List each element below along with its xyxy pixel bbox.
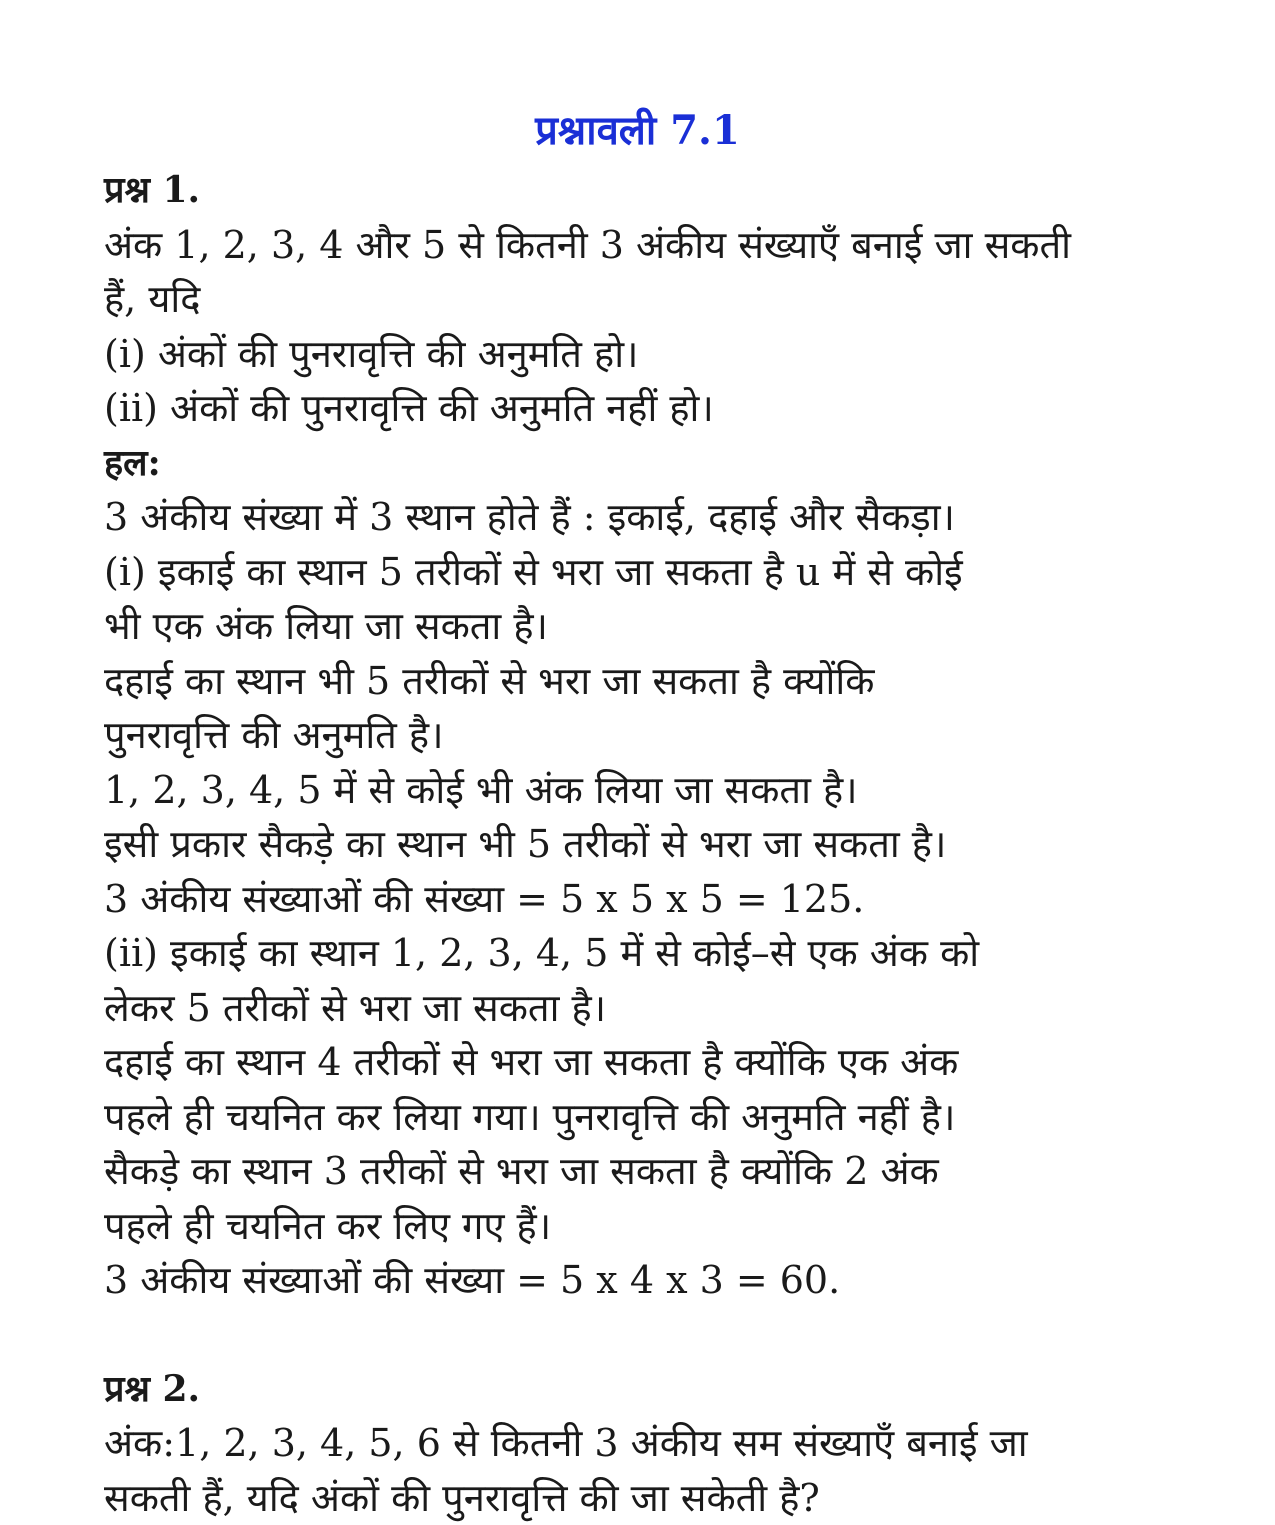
solution-line: पहले ही चयनित कर लिए गए हैं। (104, 1199, 1194, 1254)
solution-line: दहाई का स्थान भी 5 तरीकों से भरा जा सकता है क्योंकि (104, 654, 1194, 709)
solution-result-ii: 3 अंकीय संख्याओं की संख्या = 5 x 4 x 3 = 60. (104, 1253, 1194, 1308)
question-2-text-line: अंक:1, 2, 3, 4, 5, 6 से कितनी 3 अंकीय सम संख्याएँ बनाई जा (104, 1416, 1194, 1471)
solution-line: पहले ही चयनित कर लिया गया। पुनरावृत्ति की अनुमति नहीं है। (104, 1090, 1194, 1145)
solution-result-i: 3 अंकीय संख्याओं की संख्या = 5 x 5 x 5 = 125. (104, 872, 1194, 927)
solution-line: (i) इकाई का स्थान 5 तरीकों से भरा जा सकता है u में से कोई (104, 545, 1194, 600)
question-1-text-line: अंक 1, 2, 3, 4 और 5 से कितनी 3 अंकीय संख्याएँ बनाई जा सकती (104, 218, 1194, 273)
solution-line: सैकड़े का स्थान 3 तरीकों से भरा जा सकता है क्योंकि 2 अंक (104, 1144, 1194, 1199)
solution-line: पुनरावृत्ति की अनुमति है। (104, 708, 1194, 763)
solution-line: इसी प्रकार सैकड़े का स्थान भी 5 तरीकों से भरा जा सकता है। (104, 817, 1194, 872)
section-spacer (104, 1308, 1194, 1362)
solution-line: दहाई का स्थान 4 तरीकों से भरा जा सकता है क्योंकि एक अंक (104, 1035, 1194, 1090)
question-1-part-ii: (ii) अंकों की पुनरावृत्ति की अनुमति नहीं हो। (104, 381, 1194, 436)
question-1-part-i: (i) अंकों की पुनरावृत्ति की अनुमति हो। (104, 327, 1194, 382)
solution-line: 3 अंकीय संख्या में 3 स्थान होते हैं : इकाई, दहाई और सैकड़ा। (104, 490, 1194, 545)
solution-line: (ii) इकाई का स्थान 1, 2, 3, 4, 5 में से कोई–से एक अंक को (104, 926, 1194, 981)
exercise-title: प्रश्नावली 7.1 (0, 103, 1275, 159)
question-2-heading: प्रश्न 2. (104, 1362, 1194, 1417)
document-body (104, 163, 1194, 1525)
solution-line: 1, 2, 3, 4, 5 में से कोई भी अंक लिया जा सकता है। (104, 763, 1194, 818)
solution-line: भी एक अंक लिया जा सकता है। (104, 599, 1194, 654)
solution-label: हल: (104, 436, 1194, 491)
question-2-text-line: सकती हैं, यदि अंकों की पुनरावृत्ति की जा सकेती है? (104, 1471, 1194, 1525)
question-1-heading: प्रश्न 1. (104, 163, 1194, 218)
question-1-text-line: हैं, यदि (104, 272, 1194, 327)
solution-line: लेकर 5 तरीकों से भरा जा सकता है। (104, 981, 1194, 1036)
